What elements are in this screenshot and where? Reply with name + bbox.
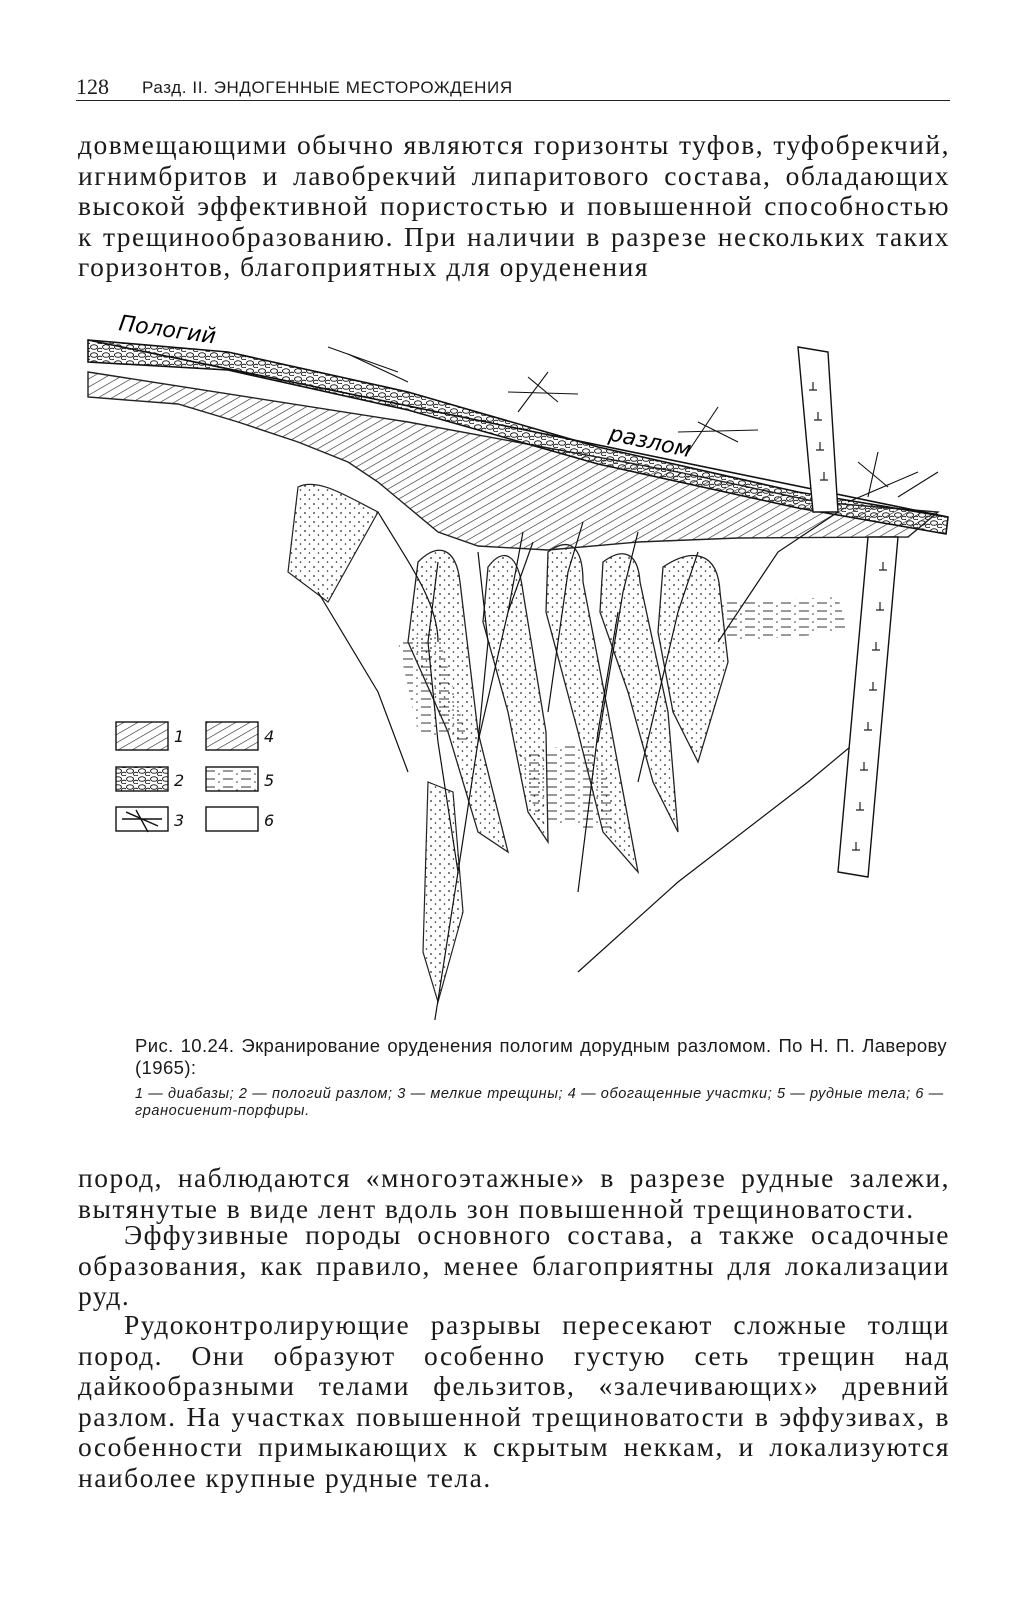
paragraph-after-figure: пород, наблюдаются «многоэтажные» в разрезе рудные залежи, вытянутые в виде лент вдоль зон повышенной трещиноватости. [78,1162,950,1224]
ore-body [288,484,378,602]
paragraph-top: довмещающими обычно являются горизонты туфов, туфобрекчий, игнимбритов и лавобрекчий липаритового состава, обладающих высокой эффективной пористостью и повышенной способностью к трещинообразованию. При наличии в разрезе нескольких таких горизонтов, благоприятных для оруденения [78,129,950,282]
legend-number: 2 [174,771,185,790]
paragraph-faults: Рудоконтролирующие разрывы пересекают сложные толщи пород. Они образуют особенно густую сеть трещин над дайкообразными телами фельзитов, «залечивающих» древний разлом. На участках повышенной трещиноватости в эффузивах, в особенности примыкающих к скрытым неккам, и локализуются наиболее крупные рудные тела. [78,1309,950,1493]
legend-number: 4 [264,727,275,746]
geologic-section-figure [78,312,958,1020]
figure-legend-text: 1 — диабазы; 2 — пологий разлом; 3 — мелкие трещины; 4 — обогащенные участки; 5 — рудные тела; 6 — граносиенит-порфиры. [135,1086,944,1119]
vein-zone [718,597,848,642]
page-number: 128 [76,74,109,99]
figure-caption: Рис. 10.24. Экранирование оруденения пологим дорудным разломом. По Н. П. Лаверову (1965): [135,1035,947,1078]
label-gentle: Пологий [117,312,218,350]
legend-number: 6 [264,811,275,830]
figure-legend [116,722,258,832]
legend-number: 5 [264,771,275,790]
legend-number: 1 [174,727,185,746]
paragraph-effusive: Эффузивные породы основного состава, а также осадочные образования, как правило, менее благоприятны для локализации руд. [78,1219,950,1311]
label-fault: разлом [606,421,694,464]
diabase-dike [838,537,898,877]
running-title: Разд. II. ЭНДОГЕННЫЕ МЕСТОРОЖДЕНИЯ [142,78,513,97]
page-header [76,70,950,101]
legend-number: 3 [174,811,185,830]
